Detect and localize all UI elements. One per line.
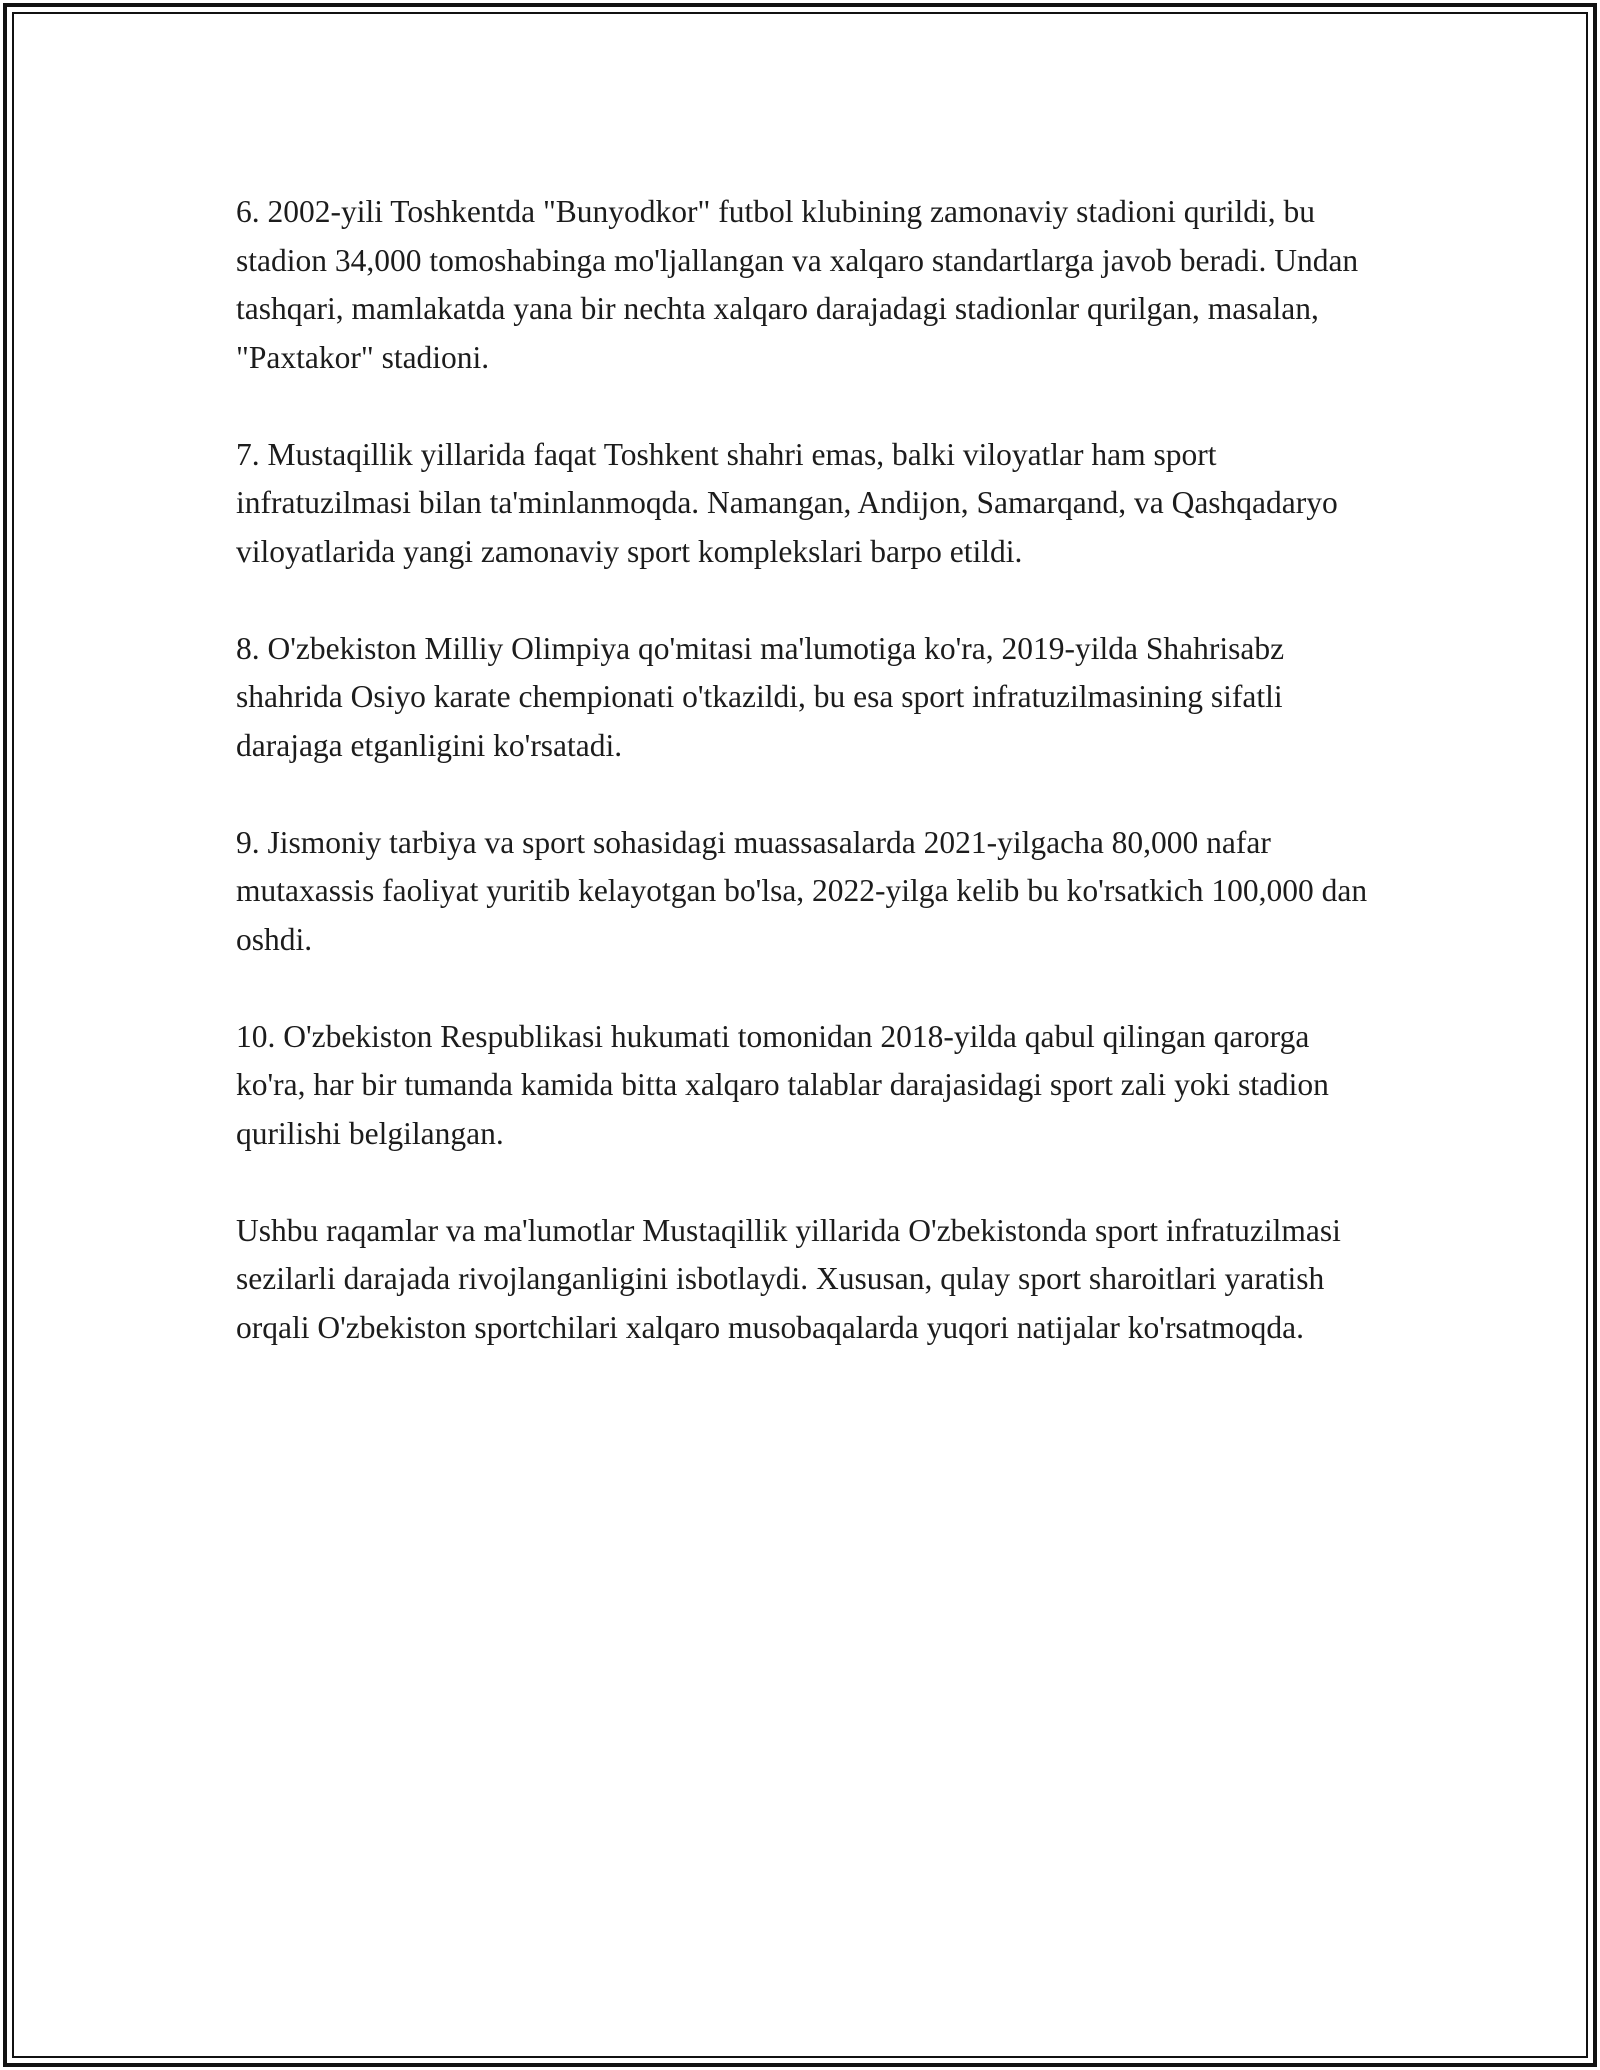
paragraph-item-6: 6. 2002-yili Toshkentda "Bunyodkor" futbol klubining zamonaviy stadioni qurildi, bu stadion 34,000 tomoshabinga mo'ljallangan va xalqaro standartlarga javob beradi. Undan tashqari, mamlakatda yana bir nechta xalqaro darajadagi stadionlar qurilgan, masalan, "Paxtakor" stadioni. <box>236 194 1359 375</box>
conclusion-paragraph: Ushbu raqamlar va ma'lumotlar Mustaqillik yillarida O'zbekistonda sport infratuzilmasi sezilarli darajada rivojlanganligini isbotlaydi. Xususan, qulay sport sharoitlari yaratish orqali O'zbekiston sportchilari xalqaro musobaqalarda yuqori natijalar ko'rsatmoqda. <box>236 1212 1341 1345</box>
paragraph-item-8: 8. O'zbekiston Milliy Olimpiya qo'mitasi ma'lumotiga ko'ra, 2019-yilda Shahrisabz shahrida Osiyo karate chempionati o'tkazildi, bu esa sport infratuzilmasining sifatli darajaga etganligini ko'rsatadi. <box>236 630 1285 763</box>
document-body <box>236 188 1386 1401</box>
paragraph-item-7: 7. Mustaqillik yillarida faqat Toshkent shahri emas, balki viloyatlar ham sport infratuzilmasi bilan ta'minlanmoqda. Namangan, Andijon, Samarqand, va Qashqadaryo viloyatlarida yangi zamonaviy sport komplekslari barpo etildi. <box>236 436 1338 569</box>
paragraph-item-10: 10. O'zbekiston Respublikasi hukumati tomonidan 2018-yilda qabul qilingan qarorga ko'ra, har bir tumanda kamida bitta xalqaro talablar darajasidagi sport zali yoki stadion qurilishi belgilangan. <box>236 1018 1329 1151</box>
paragraph-item-9: 9. Jismoniy tarbiya va sport sohasidagi muassasalarda 2021-yilgacha 80,000 nafar mutaxassis faoliyat yuritib kelayotgan bo'lsa, 2022-yilga kelib bu ko'rsatkich 100,000 dan oshdi. <box>236 824 1368 957</box>
